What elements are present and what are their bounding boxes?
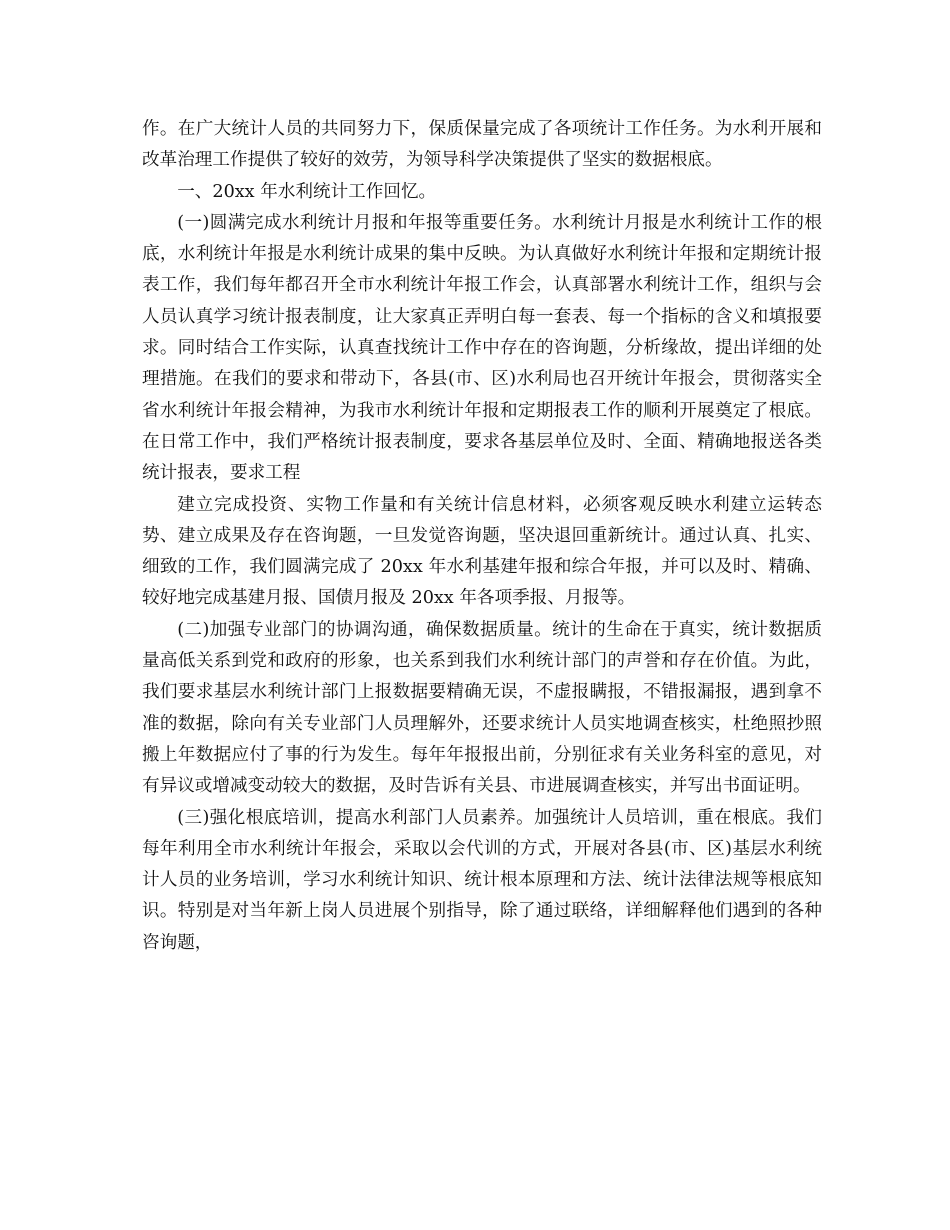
section-heading: 一、20xx 年水利统计工作回忆。 xyxy=(177,181,437,202)
paragraph-project-investment: 建立完成投资、实物工作量和有关统计信息材料，必须客观反映水利建立运转态势、建立成果及存在咨询题，一旦发觉咨询题，坚决退回重新统计。通过认真、扎实、细致的工作，我们圆满完成了 20xx 年水利基建年报和综合年报，并可以及时、精确、较好地完成基建月报、国债月报及 20xx 年各项季报、月报等。 xyxy=(142,494,822,609)
paragraph-continuation: 作。在广大统计人员的共同努力下，保质保量完成了各项统计工作任务。为水利开展和改革治理工作提供了较好的效劳，为领导科学决策提供了坚实的数据根底。 xyxy=(142,119,822,171)
paragraph-monthly-annual-reports: (一)圆满完成水利统计月报和年报等重要任务。水利统计月报是水利统计工作的根底，水利统计年报是水利统计成果的集中反映。为认真做好水利统计年报和定期统计报表工作，我们每年都召开全市水利统计年报工作会，认真部署水利统计工作，组织与会人员认真学习统计报表制度，让大家真正弄明白每一套表、每一个指标的含义和填报要求。同时结合工作实际，认真查找统计工作中存在的咨询题，分析缘故，提出详细的处理措施。在我们的要求和带动下，各县(市、区)水利局也召开统计年报会，贯彻落实全省水利统计年报会精神，为我市水利统计年报和定期报表工作的顺利开展奠定了根底。在日常工作中，我们严格统计报表制度，要求各基层单位及时、全面、精确地报送各类统计报表，要求工程 xyxy=(142,212,822,484)
document-body xyxy=(142,114,822,959)
paragraph-data-quality: (二)加强专业部门的协调沟通，确保数据质量。统计的生命在于真实，统计数据质量高低关系到党和政府的形象，也关系到我们水利统计部门的声誉和存在价值。为此，我们要求基层水利统计部门上报数据要精确无误，不虚报瞒报，不错报漏报，遇到拿不准的数据，除向有关专业部门人员理解外，还要求统计人员实地调查核实，杜绝照抄照搬上年数据应付了事的行为发生。每年年报报出前，分别征求有关业务科室的意见，对有异议或增减变动较大的数据，及时告诉有关县、市进展调查核实，并写出书面证明。 xyxy=(142,619,822,797)
paragraph-training: (三)强化根底培训，提高水利部门人员素养。加强统计人员培训，重在根底。我们每年利用全市水利统计年报会，采取以会代训的方式，开展对各县(市、区)基层水利统计人员的业务培训，学习水利统计知识、统计根本原理和方法、统计法律法规等根底知识。特别是对当年新上岗人员进展个别指导，除了通过联络，详细解释他们遇到的各种咨询题， xyxy=(142,807,822,953)
